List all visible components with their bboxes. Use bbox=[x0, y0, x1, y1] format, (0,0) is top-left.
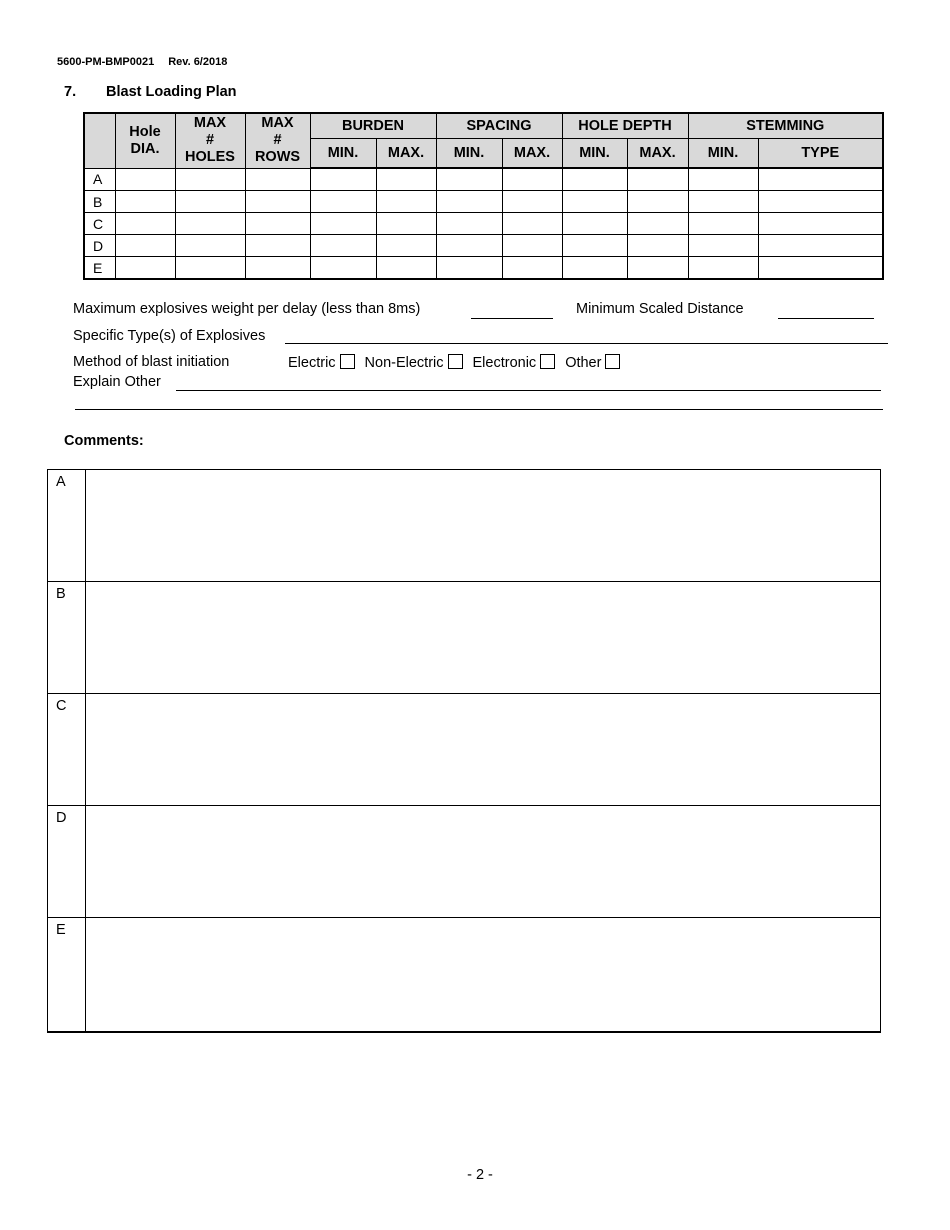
loading-cell[interactable] bbox=[175, 168, 245, 191]
loading-cell[interactable] bbox=[115, 213, 175, 235]
stemming-type-header: TYPE bbox=[758, 139, 883, 169]
min-scaled-label: Minimum Scaled Distance bbox=[576, 301, 744, 317]
loading-cell[interactable] bbox=[502, 257, 562, 280]
loading-cell[interactable] bbox=[376, 168, 436, 191]
burden-header: BURDEN bbox=[310, 113, 436, 139]
loading-cell[interactable] bbox=[310, 191, 376, 213]
electronic-label: Electronic bbox=[472, 355, 537, 371]
comment-row bbox=[48, 470, 881, 582]
loading-cell[interactable] bbox=[175, 257, 245, 280]
loading-cell[interactable] bbox=[310, 235, 376, 257]
explain-other-line-2[interactable] bbox=[75, 409, 883, 410]
max-holes-line3: HOLES bbox=[185, 149, 235, 166]
loading-cell[interactable] bbox=[245, 168, 310, 191]
loading-cell[interactable] bbox=[245, 235, 310, 257]
loading-cell[interactable] bbox=[376, 235, 436, 257]
comment-row bbox=[48, 805, 881, 917]
loading-cell[interactable] bbox=[436, 213, 502, 235]
hole-depth-min-header: MIN. bbox=[562, 139, 627, 169]
loading-row bbox=[84, 168, 883, 191]
loading-cell[interactable] bbox=[376, 257, 436, 280]
comment-text-area[interactable] bbox=[86, 917, 881, 1032]
loading-cell[interactable] bbox=[688, 213, 758, 235]
loading-cell[interactable] bbox=[758, 168, 883, 191]
burden-max-header: MAX. bbox=[376, 139, 436, 169]
hole-depth-header: HOLE DEPTH bbox=[562, 113, 688, 139]
comment-text-area[interactable] bbox=[86, 581, 881, 693]
loading-cell[interactable] bbox=[436, 191, 502, 213]
loading-cell[interactable] bbox=[115, 168, 175, 191]
loading-cell[interactable] bbox=[688, 191, 758, 213]
initiation-method-label: Method of blast initiation bbox=[73, 354, 230, 370]
loading-cell[interactable] bbox=[562, 168, 627, 191]
comment-row-label: E bbox=[48, 917, 86, 1032]
hole-depth-max-header: MAX. bbox=[627, 139, 688, 169]
loading-cell[interactable] bbox=[627, 257, 688, 280]
explain-other-label: Explain Other bbox=[73, 374, 161, 390]
initiation-options bbox=[288, 354, 630, 371]
loading-cell[interactable] bbox=[688, 257, 758, 280]
hole-dia-line2: DIA. bbox=[130, 140, 160, 157]
hole-dia-line1: Hole bbox=[129, 123, 161, 140]
loading-cell[interactable] bbox=[175, 191, 245, 213]
loading-cell[interactable] bbox=[502, 168, 562, 191]
stemming-header: STEMMING bbox=[688, 113, 883, 139]
comment-text-area[interactable] bbox=[86, 805, 881, 917]
electric-checkbox[interactable] bbox=[340, 354, 355, 369]
loading-cell[interactable] bbox=[115, 191, 175, 213]
loading-cell[interactable] bbox=[562, 191, 627, 213]
loading-cell[interactable] bbox=[562, 257, 627, 280]
non-electric-checkbox[interactable] bbox=[448, 354, 463, 369]
blast-loading-table bbox=[83, 112, 884, 280]
loading-cell[interactable] bbox=[436, 235, 502, 257]
page-number: - 2 - bbox=[467, 1167, 493, 1183]
explain-other-input[interactable] bbox=[176, 390, 881, 391]
section-number: 7. bbox=[64, 84, 77, 100]
max-holes-line1: MAX bbox=[193, 115, 227, 132]
min-scaled-input[interactable] bbox=[778, 318, 874, 319]
comment-text-area[interactable] bbox=[86, 470, 881, 582]
loading-cell[interactable] bbox=[758, 213, 883, 235]
comment-row bbox=[48, 917, 881, 1032]
comment-row-label: B bbox=[48, 581, 86, 693]
loading-cell[interactable] bbox=[245, 257, 310, 280]
comments-title: Comments: bbox=[64, 433, 144, 449]
loading-row bbox=[84, 213, 883, 235]
loading-cell[interactable] bbox=[245, 191, 310, 213]
loading-cell[interactable] bbox=[627, 191, 688, 213]
loading-cell[interactable] bbox=[758, 257, 883, 280]
loading-cell[interactable] bbox=[562, 235, 627, 257]
spacing-header: SPACING bbox=[436, 113, 562, 139]
other-label: Other bbox=[565, 355, 602, 371]
loading-row-label: D bbox=[84, 235, 115, 257]
section-title-text: Blast Loading Plan bbox=[106, 84, 237, 100]
loading-cell[interactable] bbox=[310, 213, 376, 235]
loading-cell[interactable] bbox=[502, 213, 562, 235]
form-code: 5600-PM-BMP0021 bbox=[57, 56, 155, 68]
loading-cell[interactable] bbox=[245, 213, 310, 235]
max-rows-line2: # bbox=[273, 132, 282, 149]
loading-row bbox=[84, 257, 883, 280]
loading-cell[interactable] bbox=[627, 213, 688, 235]
loading-cell[interactable] bbox=[310, 168, 376, 191]
max-rows-line1: MAX bbox=[261, 115, 294, 132]
other-checkbox[interactable] bbox=[605, 354, 620, 369]
loading-cell[interactable] bbox=[627, 168, 688, 191]
loading-row-label: B bbox=[84, 191, 115, 213]
form-id bbox=[57, 56, 241, 68]
loading-cell[interactable] bbox=[175, 235, 245, 257]
spacing-max-header: MAX. bbox=[502, 139, 562, 169]
loading-cell[interactable] bbox=[502, 235, 562, 257]
loading-row bbox=[84, 235, 883, 257]
form-revision: Rev. 6/2018 bbox=[168, 56, 228, 68]
loading-cell[interactable] bbox=[627, 235, 688, 257]
loading-cell[interactable] bbox=[310, 257, 376, 280]
loading-cell[interactable] bbox=[502, 191, 562, 213]
max-rows-header bbox=[245, 113, 310, 168]
max-weight-label: Maximum explosives weight per delay (less than 8ms) bbox=[73, 301, 421, 317]
electric-label: Electric bbox=[288, 355, 336, 371]
row-label-header bbox=[84, 113, 115, 168]
loading-row-label: E bbox=[84, 257, 115, 280]
loading-row-label: C bbox=[84, 213, 115, 235]
max-holes-header bbox=[175, 113, 245, 168]
loading-cell[interactable] bbox=[376, 191, 436, 213]
loading-cell[interactable] bbox=[758, 191, 883, 213]
loading-cell[interactable] bbox=[562, 213, 627, 235]
comment-row-label: A bbox=[48, 470, 86, 582]
loading-cell[interactable] bbox=[436, 168, 502, 191]
hole-dia-header bbox=[115, 113, 175, 168]
loading-row-label: A bbox=[84, 168, 115, 191]
section-title bbox=[64, 84, 237, 100]
comment-row bbox=[48, 693, 881, 805]
loading-row bbox=[84, 191, 883, 213]
non-electric-label: Non-Electric bbox=[364, 355, 444, 371]
electronic-checkbox[interactable] bbox=[540, 354, 555, 369]
comment-row-label: D bbox=[48, 805, 86, 917]
burden-min-header: MIN. bbox=[310, 139, 376, 169]
max-holes-line2: # bbox=[205, 132, 215, 149]
loading-cell[interactable] bbox=[688, 235, 758, 257]
max-rows-line3: ROWS bbox=[254, 149, 301, 166]
loading-cell[interactable] bbox=[436, 257, 502, 280]
loading-cell[interactable] bbox=[175, 213, 245, 235]
loading-cell[interactable] bbox=[758, 235, 883, 257]
loading-cell[interactable] bbox=[688, 168, 758, 191]
comment-row-label: C bbox=[48, 693, 86, 805]
stemming-min-header: MIN. bbox=[688, 139, 758, 169]
comments-table bbox=[47, 469, 881, 1033]
comment-row bbox=[48, 581, 881, 693]
explosive-types-input[interactable] bbox=[285, 343, 888, 344]
loading-cell[interactable] bbox=[115, 257, 175, 280]
explosive-types-label: Specific Type(s) of Explosives bbox=[73, 328, 266, 344]
loading-cell[interactable] bbox=[115, 235, 175, 257]
comment-text-area[interactable] bbox=[86, 693, 881, 805]
spacing-min-header: MIN. bbox=[436, 139, 502, 169]
max-weight-input[interactable] bbox=[471, 318, 553, 319]
loading-cell[interactable] bbox=[376, 213, 436, 235]
